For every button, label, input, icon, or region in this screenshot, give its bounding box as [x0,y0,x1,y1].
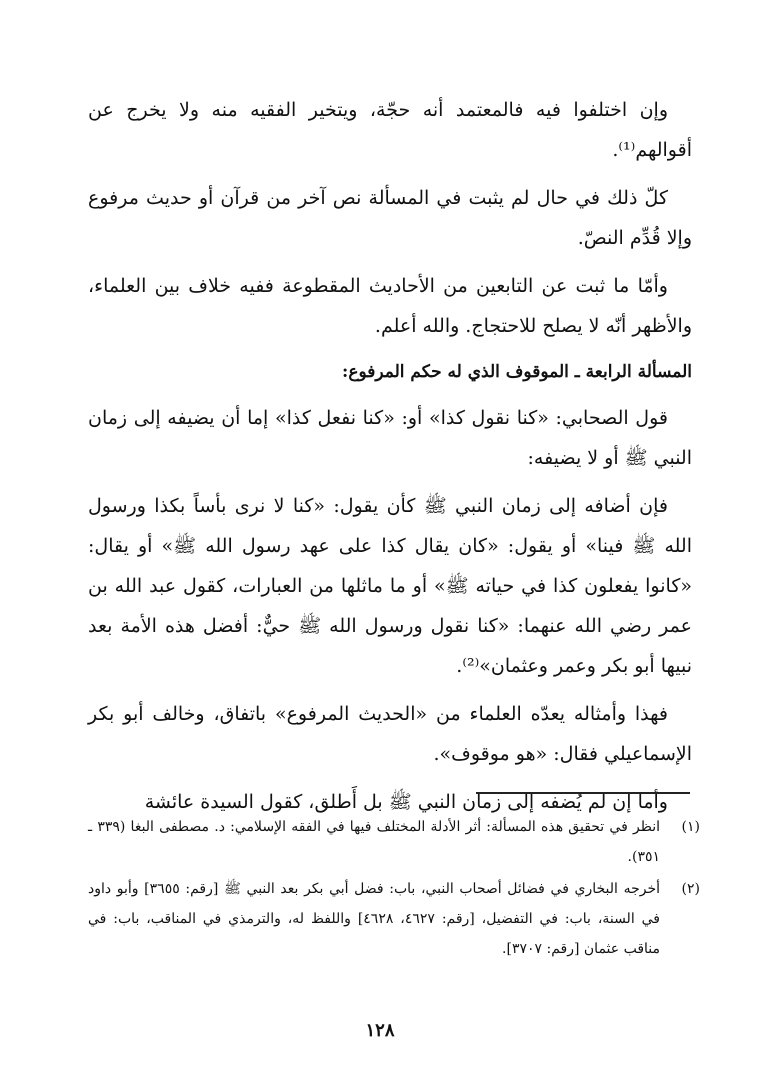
paragraph-4: قول الصحابي: «كنا نقول كذا» أو: «كنا نفعل كذا» إما أن يضيفه إلى زمان النبي ﷺ أو لا يضيفه: [88,407,692,469]
page-number: ١٢٨ [365,1020,395,1041]
paragraph-3: وأمّا ما ثبت عن التابعين من الأحاديث المقطوعة ففيه خلاف بين العلماء، والأظهر أنّه لا يصلح للاحتجاج. والله أعلم. [88,275,692,337]
paragraph-6: فهذا وأمثاله يعدّه العلماء من «الحديث المرفوع» باتفاق، وخالف أبو بكر الإسماعيلي فقال: «هو موقوف». [88,703,692,765]
footnote-divider [476,792,690,794]
paragraph-7: وأما إن لم يُضفه إلى زمان النبي ﷺ بل أَطلق، كقول السيدة عائشة [144,791,668,813]
footnote-1 [88,812,700,872]
footnote-text: أخرجه البخاري في فضائل أصحاب النبي، باب: فضل أبي بكر بعد النبي ﷺ [رقم: ٣٦٥٥] وأبو داود في السنة، باب: في التفضيل، [رقم: ٤٦٢٧، ٤٦٢٨] واللفظ له، والترمذي في المناقب، باب: في مناقب عثمان [رقم: ٣٧٠٧]. [88,881,660,957]
footnotes [88,812,700,966]
paragraph-1: وإن اختلفوا فيه فالمعتمد أنه حجّة، ويتخير الفقيه منه ولا يخرج عن أقوالهم⁽¹⁾. [88,99,692,161]
footnote-number: (١) [681,819,700,835]
section-heading: المسألة الرابعة ـ الموقوف الذي له حكم المرفوع: [342,362,692,382]
footnote-number: (٢) [681,881,700,897]
paragraph-2: كلّ ذلك في حال لم يثبت في المسألة نص آخر من قرآن أو حديث مرفوع وإلا قُدِّم النصّ. [88,187,692,249]
paragraph-5: فإن أضافه إلى زمان النبي ﷺ كأن يقول: «كنا لا نرى بأساً بكذا ورسول الله ﷺ فينا» أو يقول: «كان يقال كذا على عهد رسول الله ﷺ» أو يقال: «كانوا يفعلون كذا في حياته ﷺ» أو ما ماثلها من العبارات، كقول عبد الله بن عمر رضي الله عنهما: «كنا نقول ورسول الله ﷺ حيٌّ: أفضل هذه الأمة بعد نبيها أبو بكر وعمر وعثمان»⁽²⁾. [88,495,692,677]
footnote-text: انظر في تحقيق هذه المسألة: أثر الأدلة المختلف فيها في الفقه الإسلامي: د. مصطفى البغا (٣٣٩ ـ ٣٥١). [88,819,660,865]
page-body [88,90,692,830]
footnote-2 [88,874,700,964]
